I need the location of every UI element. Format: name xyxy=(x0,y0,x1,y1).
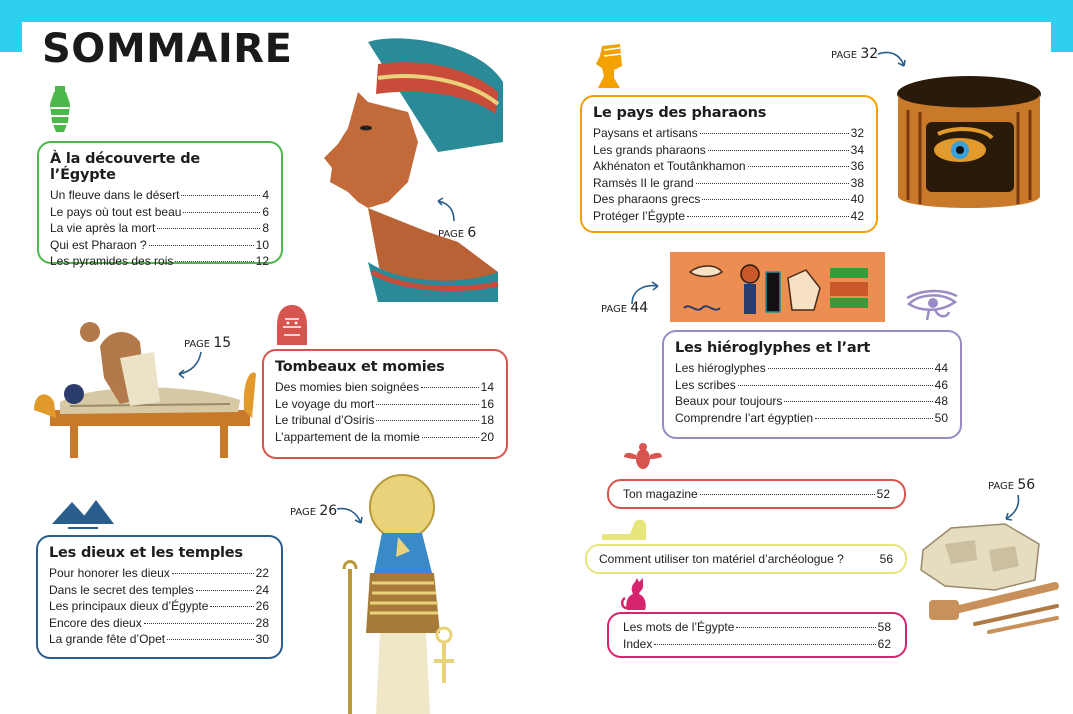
toc-section-tombeaux xyxy=(262,349,508,459)
hieroglyph-panel-illustration xyxy=(670,250,885,324)
top-banner xyxy=(0,0,1073,22)
toc-section-dieux xyxy=(36,535,283,659)
toc-entry-index[interactable]: Index 62 xyxy=(623,636,891,651)
toc-entry[interactable]: Le tribunal d’Osiris 18 xyxy=(275,413,494,427)
toc-entry[interactable]: Les scribes 46 xyxy=(675,377,948,392)
page-ref-stone: PAGE 56 xyxy=(988,477,1036,493)
nefertiti-illustration xyxy=(308,32,508,317)
toc-entry[interactable]: Des pharaons grecs 40 xyxy=(593,192,864,206)
toc-entry[interactable]: Comprendre l’art égyptien 50 xyxy=(675,410,948,425)
section-title: À la découverte de l’Égypte xyxy=(50,151,201,183)
toc-entry[interactable]: Des momies bien soignées 14 xyxy=(275,380,494,394)
toc-entry[interactable]: Les hiéroglyphes 44 xyxy=(675,361,948,375)
horus-illustration xyxy=(330,473,460,714)
bracelet-illustration xyxy=(894,72,1044,222)
toc-entry[interactable]: Qui est Pharaon ? 10 xyxy=(50,237,269,252)
left-banner-tab xyxy=(0,0,22,52)
section-title: Tombeaux et momies xyxy=(275,359,445,375)
page-ref-hieroglyph: PAGE 44 xyxy=(601,300,649,316)
toc-entry[interactable]: Le pays où tout est beau 6 xyxy=(50,204,269,219)
toc-entry[interactable]: Les principaux dieux d’Égypte 26 xyxy=(49,599,269,613)
toc-glossary-index xyxy=(607,612,907,658)
toc-entry[interactable]: Beaux pour toujours 48 xyxy=(675,394,948,408)
toc-entry-mots[interactable]: Les mots de l’Égypte 58 xyxy=(623,620,891,634)
page-ref-nefertiti: PAGE 6 xyxy=(438,225,477,241)
scarab-icon xyxy=(622,441,664,473)
eye-of-horus-icon xyxy=(905,290,959,322)
toc-entry[interactable]: Dans le secret des temples 24 xyxy=(49,582,269,597)
toc-entry[interactable]: Les grands pharaons 34 xyxy=(593,142,864,157)
page-ref-mummy: PAGE 15 xyxy=(184,335,232,351)
toc-materiel[interactable]: Comment utiliser ton matériel d’archéologue ? 56 xyxy=(585,544,907,574)
vase-icon xyxy=(48,86,72,136)
archeology-kit-illustration xyxy=(915,520,1065,632)
toc-entry[interactable]: La grande fête d’Opet 30 xyxy=(49,632,269,646)
toc-entry[interactable]: Le voyage du mort 16 xyxy=(275,396,494,411)
page-ref-god: PAGE 26 xyxy=(290,503,338,519)
toc-entry[interactable]: Pour honorer les dieux 22 xyxy=(49,566,269,580)
toc-entry[interactable]: Un fleuve dans le désert 4 xyxy=(50,188,269,202)
toc-entry[interactable]: L’appartement de la momie 20 xyxy=(275,429,494,444)
sphinx-icon xyxy=(600,516,650,542)
toc-entry[interactable]: Paysans et artisans 32 xyxy=(593,126,864,140)
toc-magazine[interactable]: Ton magazine 52 xyxy=(607,479,906,509)
toc-section-pharaons xyxy=(580,95,878,233)
right-banner-tab xyxy=(1051,0,1073,52)
toc-entry[interactable]: Ramsès II le grand 38 xyxy=(593,175,864,190)
arrow-icon xyxy=(628,278,664,306)
pyramids-icon xyxy=(50,496,116,530)
page-ref-bracelet: PAGE 32 xyxy=(831,46,879,62)
pharaoh-mask-icon xyxy=(275,303,309,347)
page-title: SOMMAIRE xyxy=(42,26,293,72)
mummy-illustration xyxy=(30,318,255,466)
toc-entry[interactable]: Encore des dieux 28 xyxy=(49,615,269,630)
toc-entry[interactable]: La vie après la mort 8 xyxy=(50,221,269,235)
toc-entry[interactable]: Les pyramides des rois 12 xyxy=(50,254,269,268)
section-title: Le pays des pharaons xyxy=(593,105,767,121)
toc-section-decouverte xyxy=(37,141,283,268)
section-title: Les dieux et les temples xyxy=(49,545,243,561)
cat-icon xyxy=(619,578,649,612)
toc-section-hieroglyphes xyxy=(662,330,962,439)
arrow-icon xyxy=(876,50,908,72)
toc-entry[interactable]: Protéger l’Égypte 42 xyxy=(593,208,864,223)
toc-entry[interactable]: Akhénaton et Toutânkhamon 36 xyxy=(593,159,864,173)
nefertiti-bust-icon xyxy=(592,42,624,90)
section-title: Les hiéroglyphes et l’art xyxy=(675,340,871,356)
